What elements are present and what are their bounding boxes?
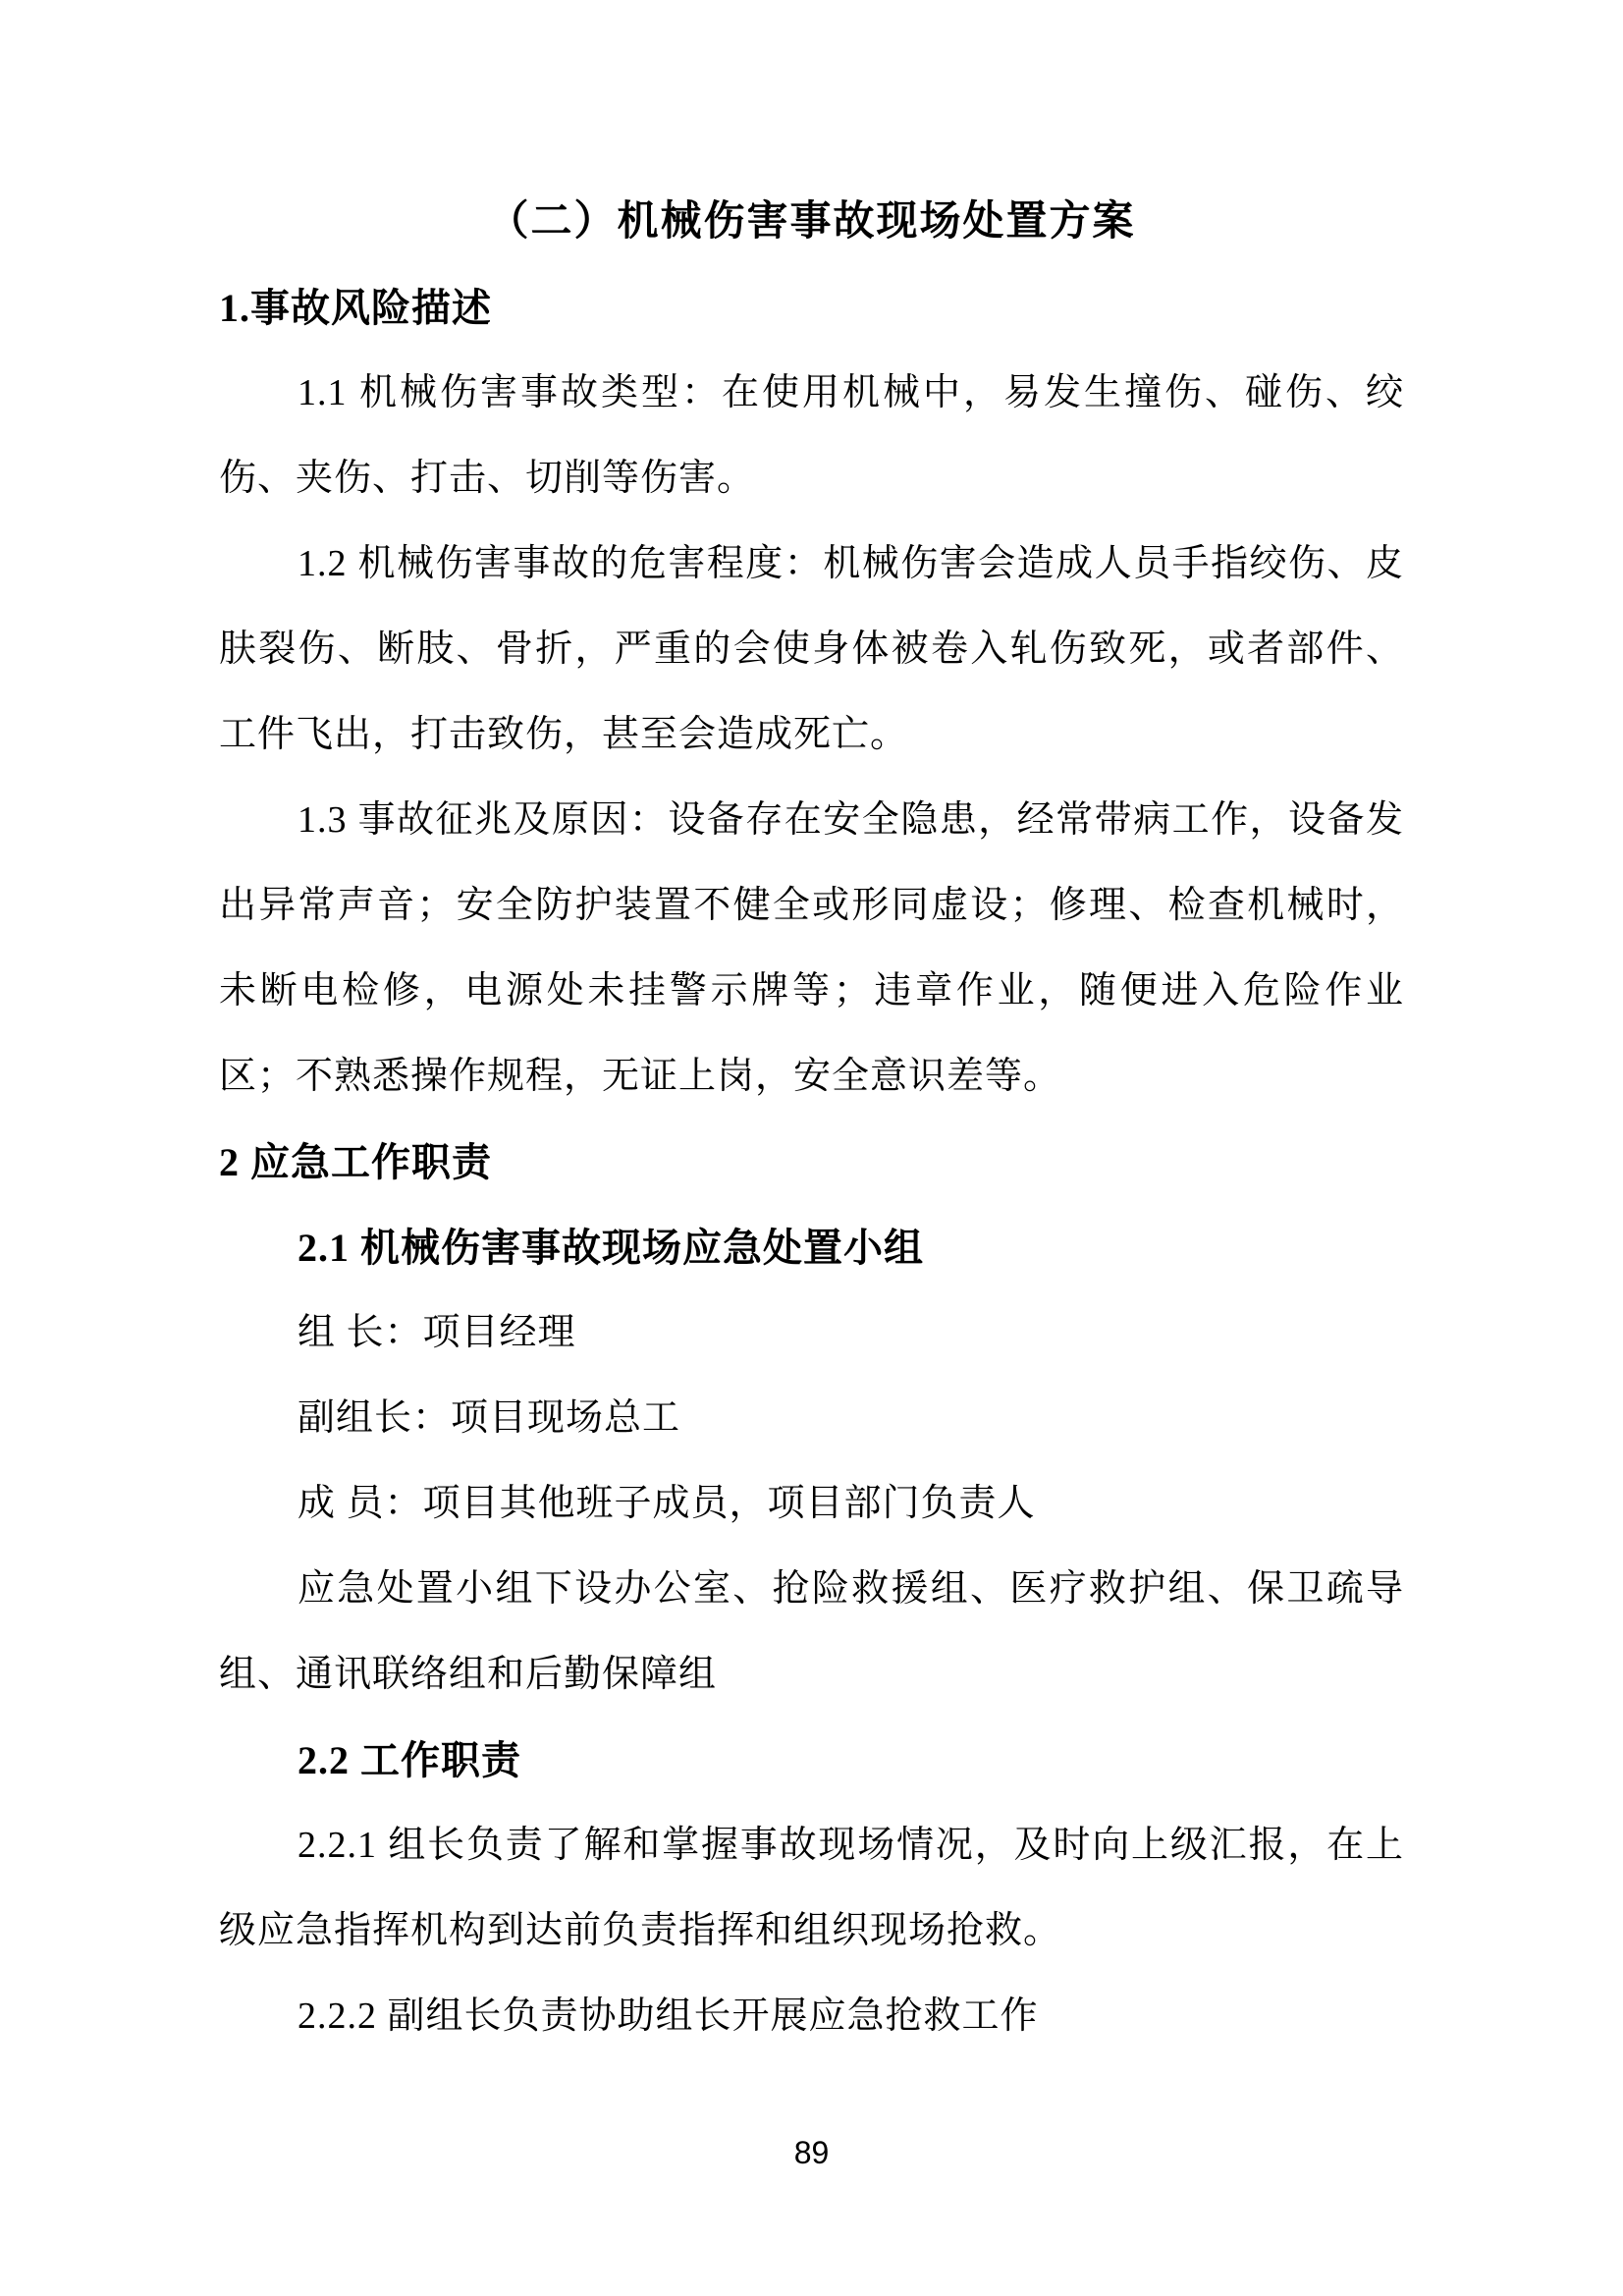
paragraph-1-2-hazard-degree: 1.2 机械伤害事故的危害程度：机械伤害会造成人员手指绞伤、皮肤裂伤、断肢、骨折，严重的会使身体被卷入轧伤致死，或者部件、工件飞出，打击致伤，甚至会造成死亡。	[219, 543, 1404, 755]
paragraph-2-2-2-deputy-duty: 2.2.2 副组长负责协助组长开展应急抢救工作	[298, 1995, 1039, 2037]
paragraph-1-3-signs-and-causes: 1.3 事故征兆及原因：设备存在安全隐患，经常带病工作，设备发出异常声音；安全防护装置不健全或形同虚设；修理、检查机械时，未断电检修，电源处未挂警示牌等；违章作业，随便进入危险作业区；不熟悉操作规程，无证上岗，安全意识差等。	[219, 799, 1404, 1097]
line-team-members: 成 员：项目其他班子成员，项目部门负责人	[298, 1483, 1036, 1524]
heading-accident-risk-description: 1.事故风险描述	[219, 286, 492, 330]
heading-2-1-onsite-response-team: 2.1 机械伤害事故现场应急处置小组	[298, 1226, 924, 1270]
paragraph-1-1-accident-types: 1.1 机械伤害事故类型：在使用机械中，易发生撞伤、碰伤、绞伤、夹伤、打击、切削等伤害。	[219, 372, 1404, 499]
document-title: （二）机械伤害事故现场处置方案	[487, 199, 1136, 245]
heading-emergency-work-duties: 2 应急工作职责	[219, 1140, 492, 1184]
paragraph-2-2-1-leader-duty: 2.2.1 组长负责了解和掌握事故现场情况，及时向上级汇报，在上级应急指挥机构到达前负责指挥和组织现场抢救。	[219, 1825, 1404, 1951]
line-deputy-leader: 副组长：项目现场总工	[298, 1397, 681, 1439]
page-number: 89	[793, 2135, 830, 2170]
paragraph-subordinate-groups: 应急处置小组下设办公室、抢险救援组、医疗救护组、保卫疏导组、通讯联络组和后勤保障组	[219, 1568, 1404, 1695]
line-team-leader: 组 长：项目经理	[298, 1312, 576, 1353]
heading-2-2-work-duties: 2.2 工作职责	[298, 1738, 521, 1782]
